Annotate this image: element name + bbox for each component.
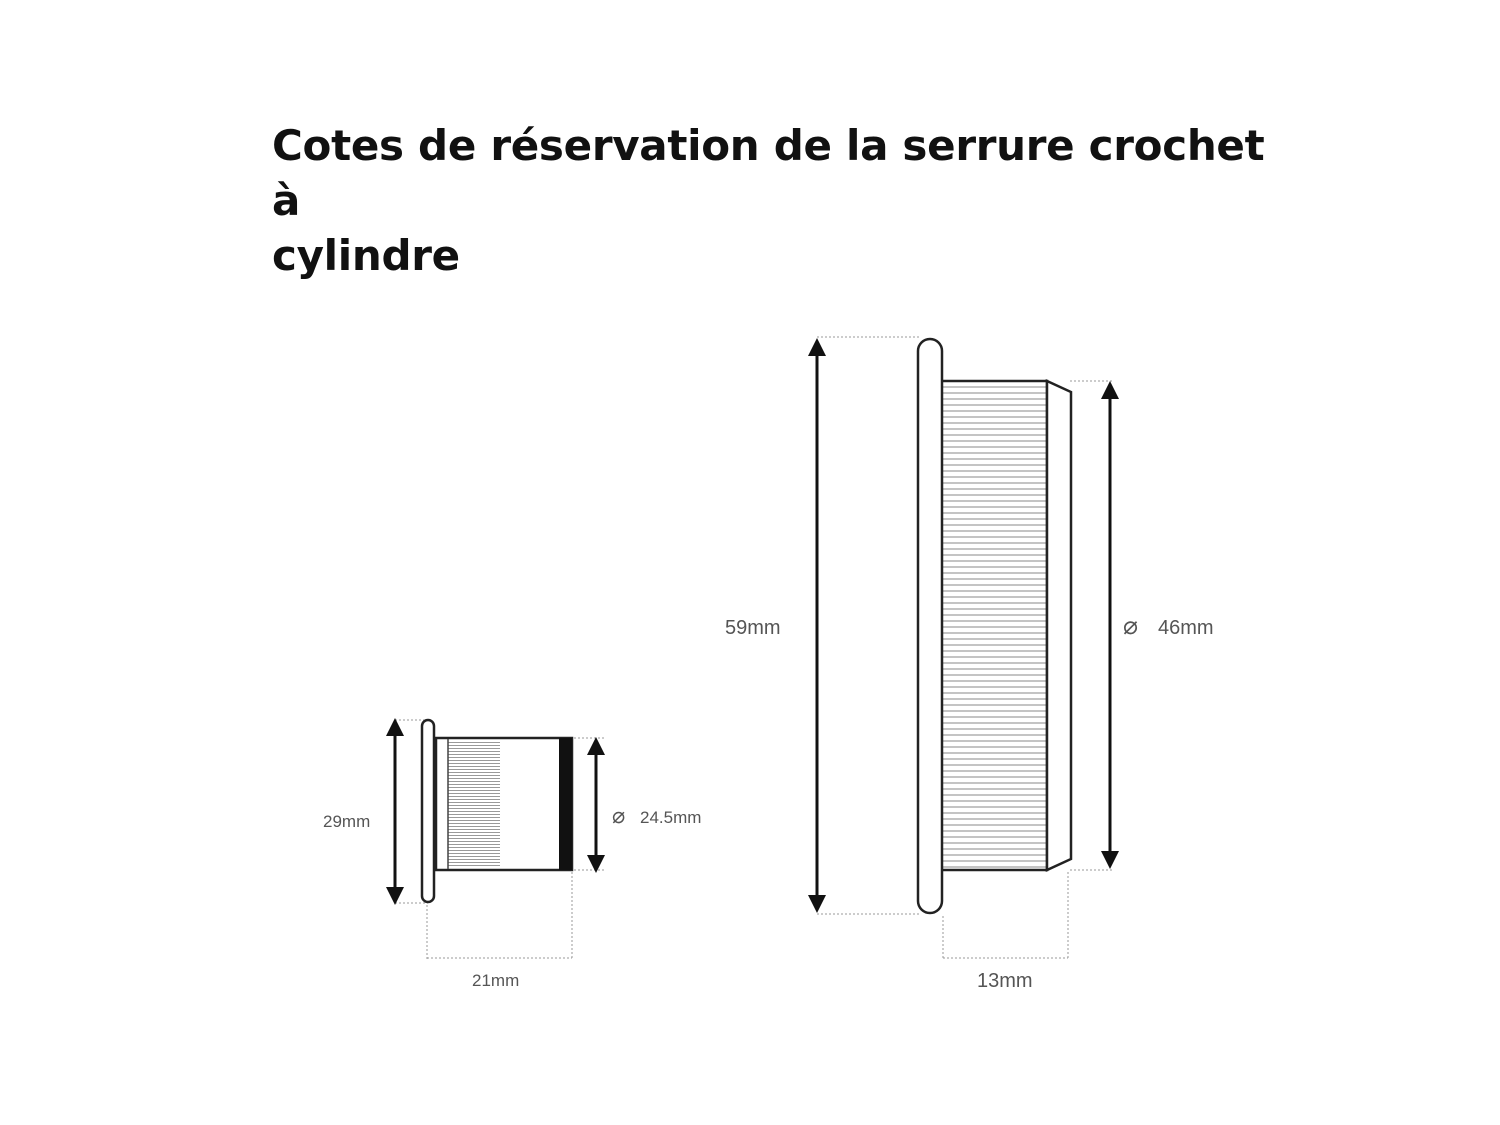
large-chamfer <box>1047 381 1071 870</box>
small-cylinder <box>323 720 701 990</box>
small-flange <box>422 720 434 902</box>
small-diameter-symbol: ⌀ <box>612 803 626 828</box>
large-cylinder <box>725 337 1214 992</box>
small-length-label: 21mm <box>472 971 520 990</box>
large-height-label: 59mm <box>725 617 781 639</box>
large-flange <box>918 339 942 913</box>
small-end-band <box>559 738 572 870</box>
small-diameter-label: 24.5mm <box>640 808 702 827</box>
large-diameter-label: 46mm <box>1158 617 1214 639</box>
title-line-2: cylindre <box>272 231 460 280</box>
title-line-1: Cotes de réservation de la serrure crochet à <box>272 121 1265 225</box>
small-knurl <box>448 740 500 868</box>
large-length-label: 13mm <box>977 970 1033 992</box>
small-height-label: 29mm <box>323 812 371 831</box>
large-diameter-symbol: ⌀ <box>1123 612 1139 640</box>
large-knurl <box>941 381 1047 870</box>
